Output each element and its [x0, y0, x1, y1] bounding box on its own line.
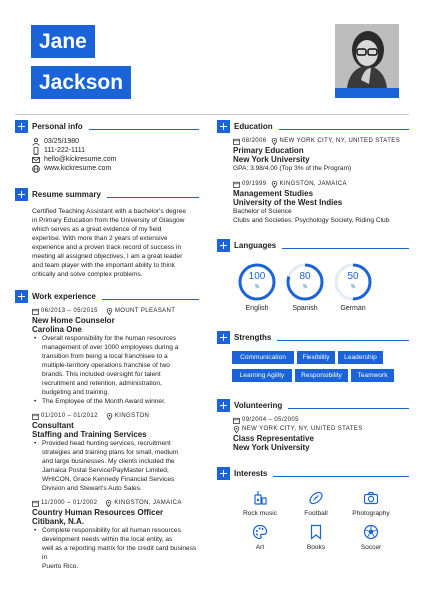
plus-icon: [217, 399, 230, 412]
person-icon: [32, 138, 40, 146]
job-company: Carolina One: [32, 325, 82, 334]
language-ring: [285, 262, 325, 302]
calendar-icon: [233, 138, 240, 145]
language-unit: %: [350, 284, 356, 290]
job-dates: 01/2010 – 01/2012: [41, 413, 98, 419]
strength-tag: Leadership: [338, 351, 383, 364]
guitar-icon: [252, 490, 268, 506]
job-company: Citibank, N.A.: [32, 517, 85, 526]
job-position: Country Human Resources Officer: [32, 508, 164, 517]
section-header: [217, 467, 409, 480]
bookmark-icon: [308, 524, 324, 540]
job-bullets: [32, 439, 199, 493]
bullet-item: • Provided head hunting services, recruitment strategies and training plans for small, medium and large businesses. My clients included the Jamaica Postal Service/PayMaster Limited, WHICON, Grace Kennedy Financial Services Division and Stewart's Auto Sales.: [32, 439, 199, 493]
job-location: KINGSTON: [114, 413, 150, 419]
location-pin-icon: [105, 500, 112, 507]
education-detail: Clubs and Societies: Psychology Society, Riding Club: [233, 217, 390, 224]
camera-icon: [363, 490, 379, 506]
plus-icon: [217, 120, 230, 133]
interest-item: [235, 490, 285, 517]
section-header: [217, 239, 409, 252]
language-ring: [333, 262, 373, 302]
photo-accent-bar: [335, 88, 399, 98]
location-pin-icon: [271, 181, 278, 188]
education-location: KINGSTON, JAMAICA: [279, 181, 347, 187]
volunteering-location: NEW YORK CITY, NY, UNITED STATES: [242, 426, 363, 432]
job-entry: [32, 412, 199, 493]
phone-icon: [32, 147, 40, 155]
job-bullets: [32, 334, 199, 406]
job-dates: 06/2013 – 05/2015: [41, 308, 98, 314]
job-company: Staffing and Training Services: [32, 430, 147, 439]
last-name: Jackson: [31, 66, 131, 99]
education-dates: 09/1999: [242, 181, 267, 187]
education-school: University of the West Indies: [233, 198, 343, 207]
volunteering-role: Class Representative: [233, 434, 314, 443]
location-pin-icon: [233, 426, 240, 433]
section-rule: [288, 408, 409, 409]
interest-item: [346, 490, 396, 517]
bullet-item: • Complete responsibility for all human resources development needs within the local entity, as well as a reporting matrix for the credit card business in Puerto Rico.: [32, 526, 199, 571]
section-title: Education: [234, 122, 273, 131]
section-title: Volunteering: [234, 401, 283, 410]
football-icon: [308, 490, 324, 506]
job-position: New Home Counselor: [32, 316, 115, 325]
interest-name: Football: [304, 510, 328, 517]
section-header: [15, 290, 199, 303]
section-header: [217, 331, 409, 344]
language-item: [237, 262, 277, 312]
palette-icon: [252, 524, 268, 540]
section-rule: [277, 340, 409, 341]
interest-item: [291, 524, 341, 551]
section-title: Work experience: [32, 292, 96, 301]
section-title: Strengths: [234, 333, 272, 342]
education-entry: [233, 137, 409, 173]
calendar-icon: [32, 500, 39, 507]
plus-icon: [217, 331, 230, 344]
section-header: [217, 399, 409, 412]
language-item: [285, 262, 325, 312]
section-rule: [107, 197, 199, 198]
birth-date-row: [32, 137, 199, 146]
strength-tag: Learning Agility: [232, 369, 292, 382]
job-location: KINGSTON, JAMAICA: [114, 500, 182, 506]
bullet-item: • The Employee of the Month Award winner.: [32, 397, 199, 406]
interest-item: [235, 524, 285, 551]
plus-icon: [217, 467, 230, 480]
section-rule: [273, 476, 409, 477]
language-level: 80: [299, 271, 311, 282]
plus-icon: [217, 239, 230, 252]
soccer-ball-icon: [363, 524, 379, 540]
interest-name: Soccer: [360, 544, 382, 551]
strength-tag: Flexibility: [297, 351, 335, 364]
header-divider: [15, 114, 409, 115]
education-section: [217, 120, 409, 225]
email-row: [32, 155, 199, 164]
interest-name: Photography: [352, 510, 390, 517]
job-meta: [32, 307, 199, 316]
language-name: Spanish: [292, 305, 318, 312]
birth-date: 03/25/1980: [44, 138, 80, 145]
education-detail: Bachelor of Science: [233, 208, 292, 215]
section-title: Languages: [234, 241, 277, 250]
website-row: [32, 164, 199, 173]
section-header: [15, 188, 199, 201]
calendar-icon: [32, 413, 39, 420]
interest-item: [291, 490, 341, 517]
education-dates: 08/2006: [242, 138, 267, 144]
education-location: NEW YORK CITY, NY, UNITED STATES: [279, 138, 401, 144]
job-meta: [32, 499, 199, 508]
language-level: 100: [248, 271, 266, 282]
job-meta: [32, 412, 199, 421]
job-entry: [32, 499, 199, 571]
section-header: [15, 120, 199, 133]
website-link[interactable]: www.kickresume.com: [44, 165, 112, 172]
calendar-icon: [32, 308, 39, 315]
volunteering-dates-row: [233, 416, 409, 425]
phone-number[interactable]: 111-222-1111: [44, 147, 85, 154]
job-position: Consultant: [32, 421, 74, 430]
section-rule: [102, 299, 199, 300]
volunteering-entry: [233, 416, 409, 452]
section-title: Resume summary: [32, 190, 101, 199]
first-name: Jane: [31, 25, 95, 58]
education-school: New York University: [233, 155, 310, 164]
personal-info-section: [15, 120, 199, 173]
interest-item: [346, 524, 396, 551]
volunteering-location-row: [233, 425, 409, 434]
education-detail: GPA: 3.98/4.00 (Top 3% of the Program): [233, 165, 352, 172]
plus-icon: [15, 290, 28, 303]
plus-icon: [15, 188, 28, 201]
work-experience-section: [15, 290, 199, 571]
interests-section: [217, 467, 409, 480]
section-title: Interests: [234, 469, 268, 478]
profile-photo: [335, 24, 399, 88]
section-rule: [279, 129, 409, 130]
language-item: [333, 262, 373, 312]
section-header: [217, 120, 409, 133]
education-meta: [233, 137, 409, 146]
language-unit: %: [254, 284, 260, 290]
volunteering-section: [217, 399, 409, 452]
section-title: Personal info: [32, 122, 83, 131]
envelope-icon: [32, 156, 40, 164]
education-meta: [233, 180, 409, 189]
section-rule: [282, 248, 409, 249]
interest-name: Art: [255, 544, 265, 551]
job-location: MOUNT PLEASANT: [114, 308, 176, 314]
education-field: Primary Education: [233, 146, 304, 155]
volunteering-org: New York University: [233, 443, 310, 452]
job-dates: 11/2000 – 01/2002: [41, 500, 98, 506]
email-link[interactable]: hello@kickresume.com: [44, 156, 117, 163]
location-pin-icon: [106, 308, 113, 315]
education-entry: [233, 180, 409, 225]
interest-name: Rock music: [242, 510, 278, 517]
education-field: Management Studies: [233, 189, 314, 198]
bullet-item: • Overall responsibility for the human resources management of over 1000 employees during a transition from being a local franchisee to a multiple-territory operations franchise of two brands. This included oversight for talent recruitment and retention, administration, budgeting and training.: [32, 334, 199, 397]
language-unit: %: [302, 284, 308, 290]
plus-icon: [15, 120, 28, 133]
resume-summary-section: [15, 188, 199, 279]
section-rule: [89, 129, 199, 130]
volunteering-dates: 09/2004 – 05/2005: [242, 417, 299, 423]
language-name: English: [245, 305, 269, 312]
globe-icon: [32, 165, 40, 173]
calendar-icon: [233, 181, 240, 188]
strength-tag: Communication: [232, 351, 294, 364]
summary-text: Certified Teaching Assistant with a bachelor's degree in Primary Education from the University of Glasgow which serves as a great evidence of my field expertise. With more than 2 years of extensive experience and a proven track record of success in meeting all assigned objectives, I am a great leader and team player with the important ability to think critically and solve complex problems.: [32, 208, 186, 278]
strength-tag: Teamwork: [351, 369, 394, 382]
job-entry: [32, 307, 199, 406]
strength-tag: Responsibility: [295, 369, 348, 382]
language-name: German: [340, 305, 366, 312]
interest-name: Books: [306, 544, 326, 551]
calendar-icon: [233, 417, 240, 424]
phone-row: [32, 146, 199, 155]
location-pin-icon: [271, 138, 278, 145]
location-pin-icon: [106, 413, 113, 420]
job-bullets: [32, 526, 199, 571]
strengths-section: [217, 331, 409, 344]
language-ring: [237, 262, 277, 302]
language-level: 50: [347, 271, 359, 282]
